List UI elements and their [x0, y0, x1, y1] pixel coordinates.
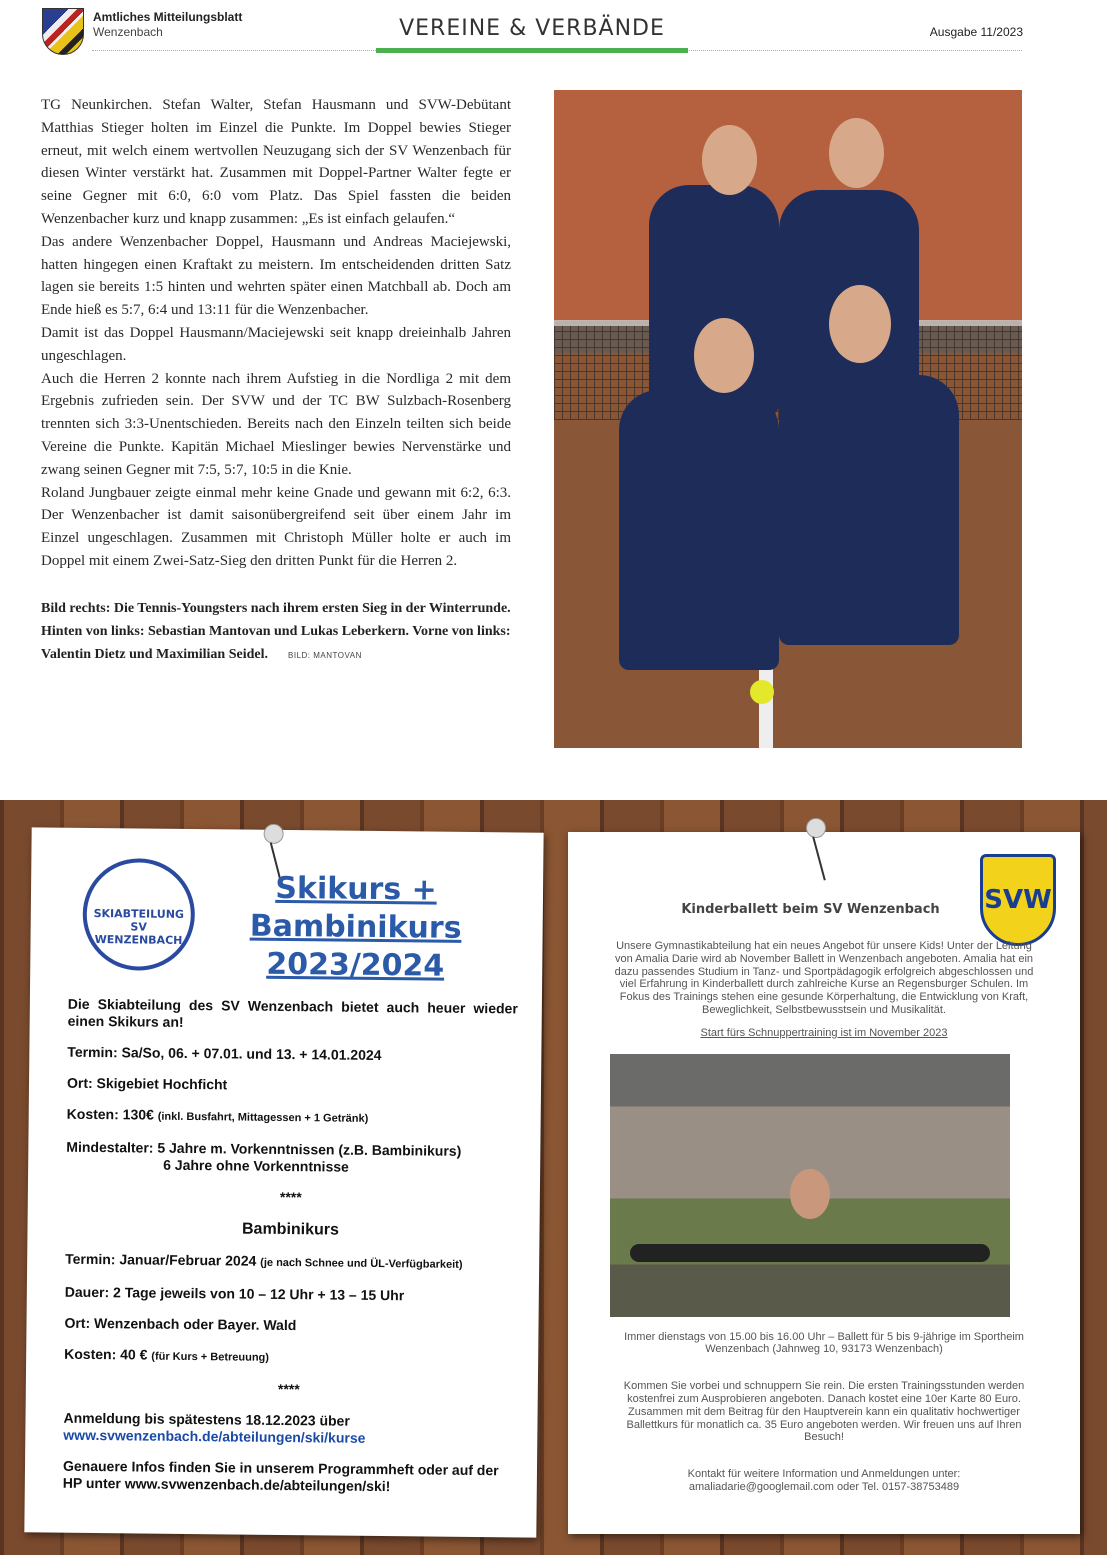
dancer-legs: [630, 1244, 990, 1262]
article-paragraph: Damit ist das Doppel Hausmann/Maciejewski seit knapp dreieinhalb Jahren ungeschlagen.: [41, 324, 511, 364]
article-body: [41, 94, 511, 573]
ski-course-poster: [24, 827, 543, 1537]
article-paragraph: Roland Jungbauer zeigte einmal mehr keine Gnade und gewann mit 6:2, 6:3. Der Wenzenbacher ist damit saisonübergreifend seit über einem Jahr im Einzel ungeschlagen. Zusammen mit Christoph Müller holte er auch im Doppel mit einem Zwei-Satz-Sieg den dritten Punkt für die Herren 2.: [41, 484, 511, 569]
bambini-location: Ort: Wenzenbach oder Bayer. Wald: [64, 1314, 297, 1334]
pushpin-icon: [264, 824, 284, 844]
article-paragraph: TG Neunkirchen. Stefan Walter, Stefan Hausmann und SVW-Debütant Matthias Stieger holten im Einzel die Punkte. Im Doppel bewies Stieger erneut, mit welch einem wertvollen Neuzugang sich der SV Wenzenbach für diesen Winter verstärkt hat. Zusammen mit Doppel-Partner Walter fegte er seine Gegner mit 6:0, 6:0 vom Platz. Das Spiel fassten die beiden Wenzenbacher kurz und knapp zusammen: „Es ist einfach gelaufen.“: [41, 97, 511, 227]
ballet-poster: [568, 832, 1080, 1534]
ballet-title: Kinderballett beim SV Wenzenbach: [681, 902, 940, 917]
svw-club-logo: [980, 854, 1056, 946]
trial-start: Start fürs Schnuppertraining ist im November 2023: [700, 1026, 948, 1039]
player: [779, 375, 959, 645]
player-head: [702, 125, 757, 195]
ballet-details: [608, 940, 1040, 1494]
ski-date: Termin: Sa/So, 06. + 07.01. und 13. + 14.01.2024: [67, 1043, 382, 1064]
ski-min-age: Mindestalter: 5 Jahre m. Vorkenntnissen (z.B. Bambinikurs): [66, 1138, 462, 1159]
ballet-contact: Kontakt für weitere Information und Anmeldungen unter: amaliadarie@googlemail.com oder Tel. 0157-38753489: [687, 1468, 961, 1493]
separator: ****: [279, 1188, 302, 1206]
title-line: Bambinikurs: [249, 908, 462, 946]
player-head: [829, 118, 884, 188]
article-column: [41, 94, 511, 666]
tennis-ball: [750, 680, 774, 704]
title-line: 2023/2024: [266, 946, 445, 984]
page-header: [0, 0, 1107, 60]
player: [619, 390, 779, 670]
bambini-title: Bambinikurs: [241, 1220, 340, 1239]
article-paragraph: Das andere Wenzenbacher Doppel, Hausmann und Andreas Maciejewski, hatten hingegen einen Kraftakt zu meistern. Im entscheidenden dritten Satz lagen sie bereits 1:5 hinten und wehrten später einen Matchball ab. Doch am Ende hieß es 5:7, 6:4 und 13:11 für die Wenzenbacher.: [41, 233, 511, 319]
bambini-cost: Kosten: 40 €: [64, 1345, 148, 1363]
caption-text: Bild rechts: Die Tennis-Youngsters nach ihrem ersten Sieg in der Winterrunde. Hinten von links: Sebastian Mantovan und Lukas Leberkern. Vorne von links: Valentin Dietz und Maximilian Seidel.: [41, 600, 511, 662]
title-line: Skikurs +: [275, 870, 437, 908]
more-info: Genauere Infos finden Sie in unserem Programmheft oder auf der HP unter www.svwenzenbach.de/abteilungen/ski!: [62, 1457, 499, 1495]
registration-deadline: Anmeldung bis spätestens 18.12.2023 über: [63, 1409, 350, 1429]
photo-credit: BILD: MANTOVAN: [288, 650, 362, 660]
ballet-times: Immer dienstags von 15.00 bis 16.00 Uhr – Ballett für 5 bis 9-jährige im Sportheim Wenzenbach (Jahnweg 10, 93173 Wenzenbach): [624, 1330, 1024, 1356]
ballet-offer: Kommen Sie vorbei und schnuppern Sie rein. Die ersten Trainingsstunden werden kostenfrei zum Ausprobieren angeboten. Danach kostet eine 10er Karte 80 Euro. Zusammen mit dem Beitrag für den Hauptverein kann ein qualitativ hochwertiger Ballettkurs für monatlich ca. 35 Euro angeboten werden. Wir freuen uns auf Ihren Besuch!: [623, 1380, 1025, 1444]
player-head: [694, 318, 754, 393]
ski-min-age-2: 6 Jahre ohne Vorkenntnisse: [163, 1156, 349, 1175]
ski-title: [235, 869, 476, 986]
ski-cost: Kosten: 130€: [66, 1105, 154, 1123]
logo-text: SVW: [984, 885, 1052, 915]
publication-name: Amtliches Mitteilungsblatt: [93, 10, 243, 24]
municipal-crest-logo: [42, 8, 84, 55]
bambini-date: Termin: Januar/Februar 2024: [65, 1250, 257, 1269]
bambini-cost-note: (für Kurs + Betreuung): [151, 1350, 270, 1364]
ballet-intro: Unsere Gymnastikabteilung hat ein neues Angebot für unsere Kids! Unter der Leitung von Amalia Darie wird ab November Ballett in Wenzenbach angeboten. Amalia hat ein dazu passendes Studium in Tanz- und Sportpädagogik erfolgreich abgeschlossen und viel Erfahrung in Kinderballett durch zahlreiche Kurse an Regensburger Schulen. Im Fokus des Trainings stehen eine gesunde Körperhaltung, die Entwicklung von Kraft, Beweglichkeit, Selbstbewusstsein und Musikalität.: [614, 940, 1034, 1016]
ski-department-logo: [82, 858, 195, 971]
tennis-team-photo: [554, 90, 1022, 748]
ski-intro: Die Skiabteilung des SV Wenzenbach bietet auch heuer wieder einen Skikurs an!: [67, 995, 518, 1030]
town-name: Wenzenbach: [93, 25, 163, 39]
ballet-photo: [610, 1054, 1010, 1317]
issue-number: Ausgabe 11/2023: [929, 25, 1023, 39]
section-title: VEREINE & VERBÄNDE: [399, 16, 665, 41]
photo-caption: [41, 597, 511, 666]
separator: ****: [277, 1380, 300, 1398]
player-head: [829, 285, 891, 363]
bambini-duration: Dauer: 2 Tage jeweils von 10 – 12 Uhr + 13 – 15 Uhr: [64, 1283, 405, 1304]
dancer-head: [790, 1169, 830, 1219]
bambini-date-note: (je nach Schnee und ÜL-Verfügbarkeit): [260, 1256, 463, 1271]
section-underline: [376, 48, 688, 53]
pushpin-icon: [806, 818, 826, 838]
ski-details: [63, 996, 518, 1497]
article-paragraph: Auch die Herren 2 konnte nach ihrem Aufstieg in die Nordliga 2 mit dem Ergebnis zufrieden sein. Der SVW und der TC BW Sulzbach-Rosenberg trennten sich 3:3-Unentschieden. Bereits nach den Einzeln teilten sich beide Vereine die Punkte. Kapitän Michael Mieslinger bewies Nervenstärke und zwang seinen Gegner mit 7:5, 5:7, 10:5 in die Knie.: [41, 370, 511, 478]
ski-location: Ort: Skigebiet Hochficht: [66, 1074, 228, 1093]
ski-course-link[interactable]: www.svwenzenbach.de/abteilungen/ski/kurse: [63, 1426, 366, 1446]
pushpin-needle: [812, 837, 826, 881]
logo-text: SKIABTEILUNG SV WENZENBACH: [93, 906, 185, 947]
ski-cost-note: (inkl. Busfahrt, Mittagessen + 1 Getränk): [157, 1110, 369, 1125]
